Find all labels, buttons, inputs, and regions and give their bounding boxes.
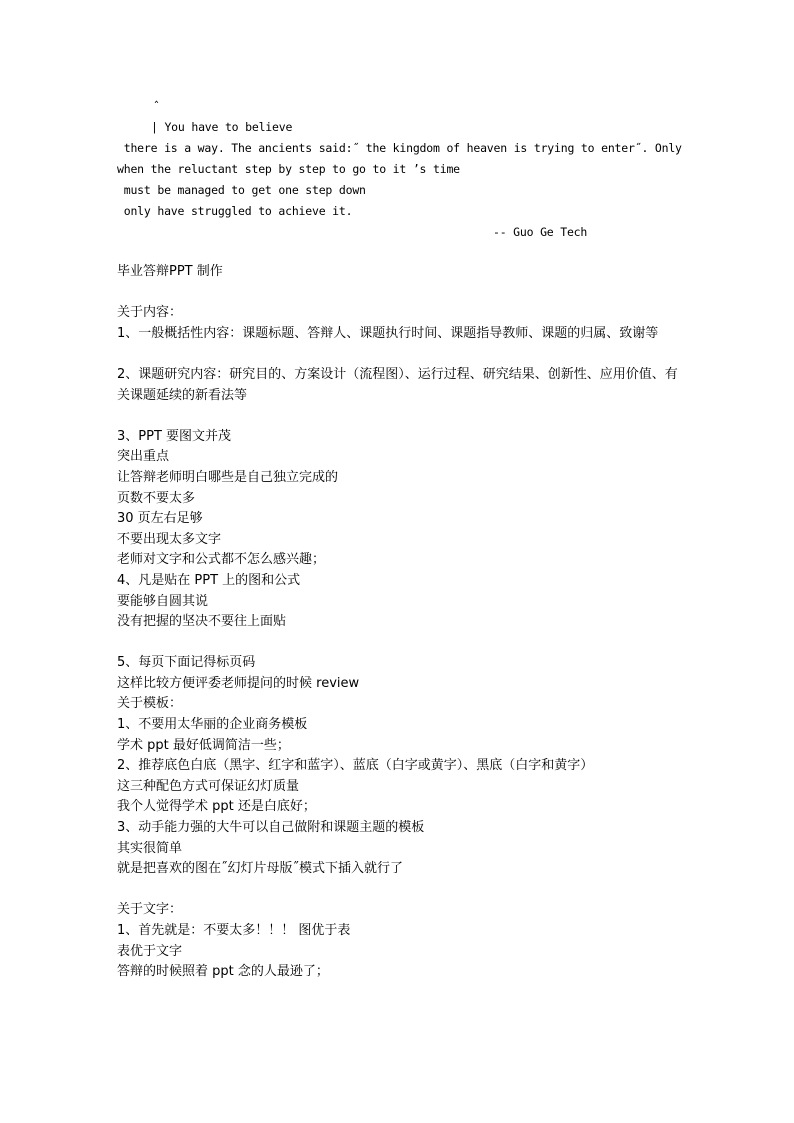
text-line: 3、PPT 要图文并茂 [117, 428, 232, 444]
paragraph-general-content: 1、一般概括性内容：课题标题、答辩人、课题执行时间、课题指导教师、课题的归属、致谢等 [117, 325, 659, 341]
epigraph-quote [117, 96, 697, 243]
text-line: 老师对文字和公式都不怎么感兴趣； [117, 552, 326, 568]
text-line: 30 页左右足够 [117, 511, 203, 527]
text-line: 要能够自圆其说 [117, 593, 209, 609]
text-line: 我个人觉得学术 ppt 还是白底好； [117, 799, 316, 815]
quote-line-3: when the reluctant step by step to go to it ’s time [117, 162, 460, 176]
text-line: 5、每页下面记得标页码 [117, 655, 256, 671]
text-line: 4、凡是贴在 PPT 上的图和公式 [117, 572, 301, 588]
text-line: 答辩的时候照着 ppt 念的人最逊了； [117, 964, 329, 980]
text-line: 学术 ppt 最好低调简洁一些； [117, 737, 290, 753]
text-line: 其实很简单 [117, 840, 183, 856]
text-line: 2、推荐底色白底（黑字、红字和蓝字）、蓝底（白字或黄字）、黑底（白字和黄字） [117, 758, 594, 774]
section-heading-text: 关于文字： [117, 902, 183, 918]
text-line: 让答辩老师明白哪些是自己独立完成的 [117, 469, 339, 485]
section-heading-template: 关于模板： [117, 696, 183, 712]
text-line: 没有把握的坚决不要往上面贴 [117, 614, 287, 630]
text-line: 页数不要太多 [117, 490, 196, 506]
text-line: 1、首先就是：不要太多！！！ 图优于表 [117, 923, 351, 938]
quote-line-4: must be managed to get one step down [117, 183, 366, 197]
text-line: 这样比较方便评委老师提问的时候 review [117, 675, 360, 691]
section-heading-content: 关于内容： [117, 305, 183, 321]
document-title: 毕业答辩PPT 制作 [117, 264, 223, 279]
paragraph-research-content: 2、课题研究内容：研究目的、方案设计（流程图）、运行过程、研究结果、创新性、应用价值、有关课题延续的新看法等 [117, 366, 678, 403]
quote-line-1: | You have to believe [151, 120, 293, 134]
text-line: 不要出现太多文字 [117, 531, 222, 547]
quote-line-2: there is a way. The ancients said:˝ the kingdom of heaven is trying to enter˝. Only [117, 141, 682, 155]
text-line: 这三种配色方式可保证幻灯质量 [117, 778, 300, 794]
quote-caret: ˆ [153, 99, 160, 113]
text-line: 3、动手能力强的大牛可以自己做附和课题主题的模板 [117, 820, 425, 836]
quote-signature: -- Guo Ge Tech [493, 225, 588, 239]
document-body [117, 262, 687, 983]
text-line: 就是把喜欢的图在˝幻灯片母版˝模式下插入就行了 [117, 861, 404, 877]
quote-line-5: only have struggled to achieve it. [117, 204, 353, 218]
text-line: 表优于文字 [117, 943, 183, 959]
text-line: 突出重点 [117, 449, 170, 465]
text-line: 1、不要用太华丽的企业商务模板 [117, 717, 308, 733]
